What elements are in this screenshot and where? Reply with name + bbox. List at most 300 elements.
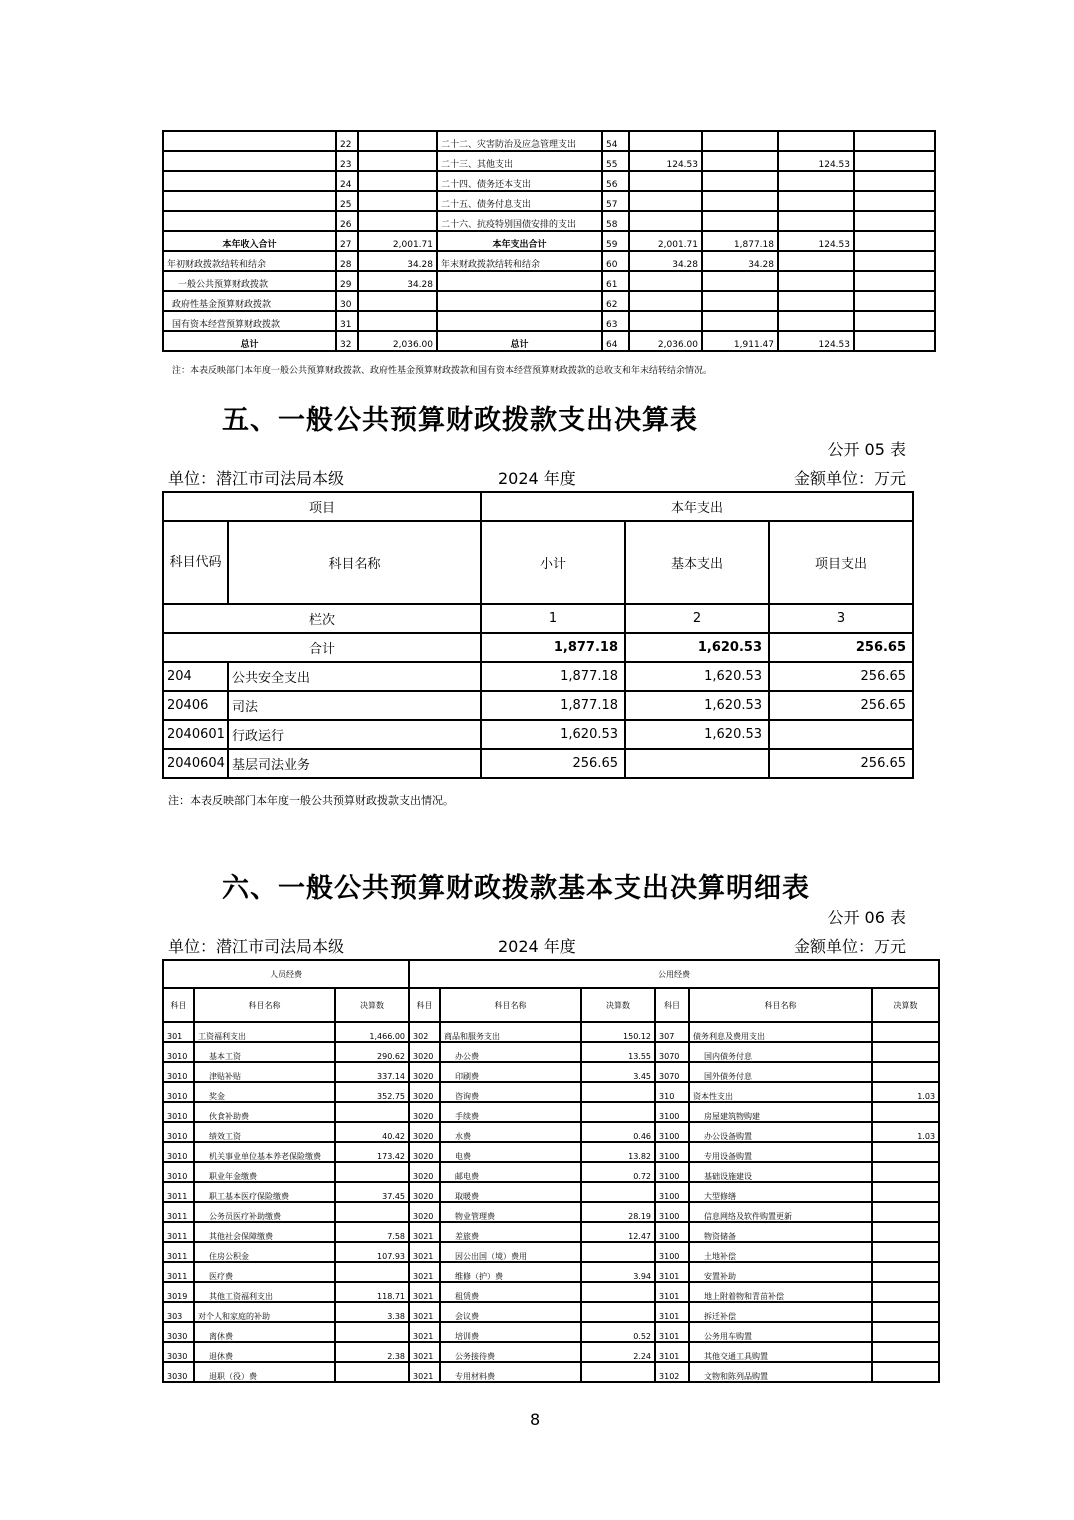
header-public: 公用经费 (409, 960, 939, 988)
cell-left-no: 31 (336, 311, 358, 331)
cell-a2: 3.45 (581, 1062, 655, 1082)
cell-a3 (872, 1042, 939, 1062)
cell-name: 司法 (228, 691, 481, 720)
total-label: 合计 (163, 633, 481, 662)
total-subtotal: 1,877.18 (481, 633, 625, 662)
cell-project: 256.65 (769, 691, 913, 720)
cell-n2: 咨询费 (440, 1082, 581, 1102)
cell-right-label: 总计 (437, 331, 602, 351)
table-row (163, 1222, 939, 1242)
cell-n1: 津贴补贴 (194, 1062, 335, 1082)
cell-v3 (778, 131, 854, 151)
header-name-1: 科目名称 (194, 988, 335, 1022)
cell-left-no: 26 (336, 211, 358, 231)
cell-c3: 3101 (655, 1262, 689, 1282)
cell-right-no: 58 (602, 211, 629, 231)
cell-left-val: 2,036.00 (358, 331, 437, 351)
cell-left-val (358, 311, 437, 331)
cell-n3: 国内债务付息 (689, 1042, 872, 1062)
cell-a1 (335, 1262, 409, 1282)
cell-a1: 2.38 (335, 1342, 409, 1362)
cell-n3: 债务利息及费用支出 (689, 1022, 872, 1042)
table-4-continuation (162, 130, 936, 352)
cell-a1: 352.75 (335, 1082, 409, 1102)
table-row (163, 271, 935, 291)
table-row (163, 1302, 939, 1322)
cell-v4 (854, 331, 935, 351)
cell-subtotal: 1,877.18 (481, 662, 625, 691)
cell-a2 (581, 1282, 655, 1302)
cell-c1: 3019 (163, 1282, 194, 1302)
header-name-2: 科目名称 (440, 988, 581, 1022)
cell-name: 基层司法业务 (228, 749, 481, 778)
section-6-unit: 单位：潜江市司法局本级 (168, 937, 345, 956)
cell-v1 (629, 291, 702, 311)
cell-c2: 3020 (409, 1182, 440, 1202)
header-project: 项目支出 (769, 521, 913, 604)
cell-right-label: 二十六、抗疫特别国债安排的支出 (437, 211, 602, 231)
cell-a3 (872, 1362, 939, 1382)
cell-c1: 3010 (163, 1142, 194, 1162)
cell-c3: 3101 (655, 1302, 689, 1322)
cell-c1: 3011 (163, 1222, 194, 1242)
cell-n3: 地上附着物和青苗补偿 (689, 1282, 872, 1302)
header-code-1: 科目 (163, 988, 194, 1022)
cell-n1: 对个人和家庭的补助 (194, 1302, 335, 1322)
table-row (163, 1362, 939, 1382)
total-row (163, 633, 913, 662)
header-code-3: 科目 (655, 988, 689, 1022)
cell-a3 (872, 1102, 939, 1122)
cell-c1: 3010 (163, 1082, 194, 1102)
cell-n1: 公务员医疗补助缴费 (194, 1202, 335, 1222)
table-row (163, 291, 935, 311)
cell-c2: 3021 (409, 1302, 440, 1322)
cell-left-no: 32 (336, 331, 358, 351)
cell-v4 (854, 211, 935, 231)
cell-right-label: 二十三、其他支出 (437, 151, 602, 171)
cell-a1 (335, 1162, 409, 1182)
cell-v2 (702, 271, 778, 291)
cell-left-val: 34.28 (358, 271, 437, 291)
cell-c2: 3020 (409, 1142, 440, 1162)
cell-c1: 3011 (163, 1262, 194, 1282)
cell-a2 (581, 1302, 655, 1322)
table-row (163, 231, 935, 251)
cell-n2: 因公出国（境）费用 (440, 1242, 581, 1262)
cell-c2: 3020 (409, 1122, 440, 1142)
cell-c3: 3100 (655, 1182, 689, 1202)
cell-v1 (629, 171, 702, 191)
cell-left-no: 30 (336, 291, 358, 311)
cell-c3: 3100 (655, 1102, 689, 1122)
section-6-year: 2024 年度 (498, 937, 576, 956)
cell-a2: 0.52 (581, 1322, 655, 1342)
table-row (163, 1322, 939, 1342)
cell-a2 (581, 1102, 655, 1122)
cell-basic: 1,620.53 (625, 662, 769, 691)
cell-left-label (163, 171, 336, 191)
cell-n3: 其他交通工具购置 (689, 1342, 872, 1362)
cell-right-label: 本年支出合计 (437, 231, 602, 251)
cell-subtotal: 256.65 (481, 749, 625, 778)
cell-n3: 专用设备购置 (689, 1142, 872, 1162)
cell-c1: 3010 (163, 1042, 194, 1062)
cell-a2 (581, 1362, 655, 1382)
cell-a2 (581, 1082, 655, 1102)
col-2: 2 (625, 604, 769, 633)
cell-project (769, 720, 913, 749)
cell-right-no: 60 (602, 251, 629, 271)
cell-n1: 退职（役）费 (194, 1362, 335, 1382)
cell-n2: 物业管理费 (440, 1202, 581, 1222)
cell-left-val: 2,001.71 (358, 231, 437, 251)
table-row (163, 691, 913, 720)
section-5-public-no: 公开 05 表 (827, 440, 906, 459)
cell-n1: 工资福利支出 (194, 1022, 335, 1042)
cell-v4 (854, 131, 935, 151)
cell-left-val (358, 191, 437, 211)
cell-right-label: 二十四、债务还本支出 (437, 171, 602, 191)
col-3: 3 (769, 604, 913, 633)
cell-n3: 基础设施建设 (689, 1162, 872, 1182)
cell-v1: 2,001.71 (629, 231, 702, 251)
section-6-money-unit: 金额单位：万元 (793, 937, 906, 956)
table-row (163, 1082, 939, 1102)
table-row (163, 1342, 939, 1362)
section-5-title: 五、一般公共预算财政拨款支出决算表 (222, 405, 698, 436)
cell-v3 (778, 311, 854, 331)
cell-c1: 3030 (163, 1342, 194, 1362)
table-row (163, 1282, 939, 1302)
cell-c2: 3021 (409, 1362, 440, 1382)
cell-v4 (854, 311, 935, 331)
header-this-year: 本年支出 (481, 492, 913, 521)
cell-a3 (872, 1182, 939, 1202)
cell-left-label: 本年收入合计 (163, 231, 336, 251)
cell-left-label: 年初财政拨款结转和结余 (163, 251, 336, 271)
cell-a1: 337.14 (335, 1062, 409, 1082)
header-amount-3: 决算数 (872, 988, 939, 1022)
cell-a1 (335, 1362, 409, 1382)
cell-left-label (163, 151, 336, 171)
cell-a2: 3.94 (581, 1262, 655, 1282)
cell-v2 (702, 291, 778, 311)
cell-v1: 34.28 (629, 251, 702, 271)
cell-right-no: 64 (602, 331, 629, 351)
cell-left-no: 25 (336, 191, 358, 211)
cell-a3: 1.03 (872, 1082, 939, 1102)
section-5-money-unit: 金额单位：万元 (793, 469, 906, 488)
cell-left-val (358, 291, 437, 311)
cell-c1: 3010 (163, 1122, 194, 1142)
cell-a2 (581, 1182, 655, 1202)
table-row (163, 191, 935, 211)
cell-a3 (872, 1262, 939, 1282)
cell-left-label: 一般公共预算财政拨款 (163, 271, 336, 291)
cell-code: 20406 (163, 691, 228, 720)
total-basic: 1,620.53 (625, 633, 769, 662)
cell-left-no: 22 (336, 131, 358, 151)
cell-n2: 电费 (440, 1142, 581, 1162)
cell-v3 (778, 271, 854, 291)
cell-v3: 124.53 (778, 151, 854, 171)
cell-a3 (872, 1222, 939, 1242)
cell-v1 (629, 271, 702, 291)
cell-n2: 印刷费 (440, 1062, 581, 1082)
cell-n1: 其他社会保障缴费 (194, 1222, 335, 1242)
cell-v2: 1,877.18 (702, 231, 778, 251)
cell-n3: 信息网络及软件购置更新 (689, 1202, 872, 1222)
cell-n3: 物资储备 (689, 1222, 872, 1242)
cell-left-no: 23 (336, 151, 358, 171)
cell-n1: 其他工资福利支出 (194, 1282, 335, 1302)
cell-a1 (335, 1322, 409, 1342)
cell-n2: 公务接待费 (440, 1342, 581, 1362)
cell-c2: 3021 (409, 1222, 440, 1242)
table-row (163, 1202, 939, 1222)
cell-n3: 大型修缮 (689, 1182, 872, 1202)
cell-right-no: 57 (602, 191, 629, 211)
cell-n3: 办公设备购置 (689, 1122, 872, 1142)
cell-v1: 124.53 (629, 151, 702, 171)
cell-v3 (778, 191, 854, 211)
cell-n3: 土地补偿 (689, 1242, 872, 1262)
header-col-order: 栏次 (163, 604, 481, 633)
total-project: 256.65 (769, 633, 913, 662)
cell-left-val: 34.28 (358, 251, 437, 271)
cell-a2 (581, 1242, 655, 1262)
cell-v4 (854, 151, 935, 171)
cell-n1: 基本工资 (194, 1042, 335, 1062)
cell-left-val (358, 151, 437, 171)
cell-c3: 3100 (655, 1142, 689, 1162)
cell-a2: 0.72 (581, 1162, 655, 1182)
cell-a3 (872, 1202, 939, 1222)
cell-a3 (872, 1062, 939, 1082)
cell-c1: 3011 (163, 1242, 194, 1262)
table-row (163, 1162, 939, 1182)
cell-a1: 40.42 (335, 1122, 409, 1142)
cell-left-val (358, 131, 437, 151)
cell-c2: 3021 (409, 1242, 440, 1262)
cell-c3: 3100 (655, 1202, 689, 1222)
cell-right-no: 63 (602, 311, 629, 331)
cell-v2 (702, 131, 778, 151)
cell-left-no: 28 (336, 251, 358, 271)
cell-a3 (872, 1322, 939, 1342)
cell-left-val (358, 171, 437, 191)
cell-v2 (702, 191, 778, 211)
header-subtotal: 小计 (481, 521, 625, 604)
cell-n2: 维修（护）费 (440, 1262, 581, 1282)
cell-n1: 医疗费 (194, 1262, 335, 1282)
cell-left-val (358, 211, 437, 231)
table-5 (162, 491, 914, 779)
cell-n2: 租赁费 (440, 1282, 581, 1302)
cell-a1: 118.71 (335, 1282, 409, 1302)
cell-a2: 12.47 (581, 1222, 655, 1242)
cell-a3 (872, 1142, 939, 1162)
table-row (163, 720, 913, 749)
cell-n3: 拆迁补偿 (689, 1302, 872, 1322)
cell-a1 (335, 1202, 409, 1222)
cell-n2: 专用材料费 (440, 1362, 581, 1382)
cell-right-no: 59 (602, 231, 629, 251)
cell-n1: 奖金 (194, 1082, 335, 1102)
cell-v1 (629, 191, 702, 211)
cell-name: 公共安全支出 (228, 662, 481, 691)
cell-v2 (702, 151, 778, 171)
cell-code: 204 (163, 662, 228, 691)
cell-left-label: 国有资本经营预算财政拨款 (163, 311, 336, 331)
header-code-2: 科目 (409, 988, 440, 1022)
table-row (163, 1142, 939, 1162)
cell-v4 (854, 291, 935, 311)
cell-left-no: 27 (336, 231, 358, 251)
cell-right-no: 55 (602, 151, 629, 171)
table-row (163, 131, 935, 151)
table-row (163, 1182, 939, 1202)
cell-v2 (702, 171, 778, 191)
cell-v4 (854, 171, 935, 191)
cell-a2: 13.55 (581, 1042, 655, 1062)
cell-c2: 3020 (409, 1042, 440, 1062)
cell-left-label (163, 131, 336, 151)
cell-v4 (854, 251, 935, 271)
cell-basic: 1,620.53 (625, 720, 769, 749)
table-row (163, 749, 913, 778)
header-amount-2: 决算数 (581, 988, 655, 1022)
cell-c1: 3030 (163, 1362, 194, 1382)
header-code: 科目代码 (163, 521, 228, 604)
cell-c3: 3101 (655, 1322, 689, 1342)
cell-n2: 水费 (440, 1122, 581, 1142)
cell-v4 (854, 271, 935, 291)
cell-c1: 301 (163, 1022, 194, 1042)
cell-a3 (872, 1302, 939, 1322)
cell-c3: 3070 (655, 1042, 689, 1062)
table-row (163, 662, 913, 691)
table-row (163, 1062, 939, 1082)
cell-n1: 离休费 (194, 1322, 335, 1342)
cell-n2: 差旅费 (440, 1222, 581, 1242)
cell-n2: 手续费 (440, 1102, 581, 1122)
cell-c2: 302 (409, 1022, 440, 1042)
cell-a1: 7.58 (335, 1222, 409, 1242)
table-row (163, 311, 935, 331)
cell-left-label: 政府性基金预算财政拨款 (163, 291, 336, 311)
cell-n2: 会议费 (440, 1302, 581, 1322)
cell-c2: 3021 (409, 1262, 440, 1282)
header-amount-1: 决算数 (335, 988, 409, 1022)
cell-n3: 国外债务付息 (689, 1062, 872, 1082)
cell-basic (625, 749, 769, 778)
section-6-public-no: 公开 06 表 (827, 908, 906, 927)
cell-c2: 3021 (409, 1342, 440, 1362)
cell-c2: 3021 (409, 1322, 440, 1342)
header-name: 科目名称 (228, 521, 481, 604)
cell-a2: 2.24 (581, 1342, 655, 1362)
cell-right-label: 二十二、灾害防治及应急管理支出 (437, 131, 602, 151)
cell-c2: 3020 (409, 1162, 440, 1182)
cell-n1: 伙食补助费 (194, 1102, 335, 1122)
cell-project: 256.65 (769, 749, 913, 778)
cell-c1: 3011 (163, 1182, 194, 1202)
page-number: 8 (530, 1410, 541, 1429)
cell-c3: 310 (655, 1082, 689, 1102)
cell-n2: 邮电费 (440, 1162, 581, 1182)
cell-c3: 3100 (655, 1222, 689, 1242)
cell-a1: 3.38 (335, 1302, 409, 1322)
cell-c1: 3010 (163, 1102, 194, 1122)
cell-c3: 3101 (655, 1342, 689, 1362)
cell-right-label: 二十五、债务付息支出 (437, 191, 602, 211)
cell-right-label (437, 311, 602, 331)
cell-v3: 124.53 (778, 231, 854, 251)
cell-a3 (872, 1162, 939, 1182)
cell-c3: 3101 (655, 1282, 689, 1302)
cell-c1: 3010 (163, 1162, 194, 1182)
cell-a1: 290.62 (335, 1042, 409, 1062)
cell-a1: 1,466.00 (335, 1022, 409, 1042)
cell-v3: 124.53 (778, 331, 854, 351)
cell-n2: 培训费 (440, 1322, 581, 1342)
cell-a2: 28.19 (581, 1202, 655, 1222)
cell-v3 (778, 291, 854, 311)
cell-project: 256.65 (769, 662, 913, 691)
table-row (163, 251, 935, 271)
cell-c3: 3100 (655, 1242, 689, 1262)
cell-v1: 2,036.00 (629, 331, 702, 351)
cell-name: 行政运行 (228, 720, 481, 749)
cell-v2 (702, 311, 778, 331)
cell-c3: 3100 (655, 1122, 689, 1142)
cell-a3: 1.03 (872, 1122, 939, 1142)
header-name-3: 科目名称 (689, 988, 872, 1022)
cell-a3 (872, 1242, 939, 1262)
cell-n3: 公务用车购置 (689, 1322, 872, 1342)
table-6 (162, 959, 940, 1383)
cell-n1: 职业年金缴费 (194, 1162, 335, 1182)
cell-right-label (437, 291, 602, 311)
header-basic: 基本支出 (625, 521, 769, 604)
cell-c3: 3070 (655, 1062, 689, 1082)
cell-c1: 303 (163, 1302, 194, 1322)
cell-v2: 1,911.47 (702, 331, 778, 351)
table-row (163, 1242, 939, 1262)
cell-left-label (163, 191, 336, 211)
cell-n2: 办公费 (440, 1042, 581, 1062)
table-row (163, 171, 935, 191)
cell-n1: 退休费 (194, 1342, 335, 1362)
table-row (163, 1122, 939, 1142)
cell-v1 (629, 211, 702, 231)
cell-left-label (163, 211, 336, 231)
cell-a2: 150.12 (581, 1022, 655, 1042)
cell-left-no: 24 (336, 171, 358, 191)
table-4-note: 注：本表反映部门本年度一般公共预算财政拨款、政府性基金预算财政拨款和国有资本经营预算财政拨款的总收支和年末结转结余情况。 (172, 366, 713, 376)
table-row (163, 1262, 939, 1282)
cell-a1 (335, 1102, 409, 1122)
cell-code: 2040604 (163, 749, 228, 778)
cell-c2: 3020 (409, 1082, 440, 1102)
section-6-title: 六、一般公共预算财政拨款基本支出决算明细表 (222, 873, 810, 904)
cell-n2: 商品和服务支出 (440, 1022, 581, 1042)
header-personnel: 人员经费 (163, 960, 409, 988)
cell-v4 (854, 191, 935, 211)
cell-v2 (702, 211, 778, 231)
